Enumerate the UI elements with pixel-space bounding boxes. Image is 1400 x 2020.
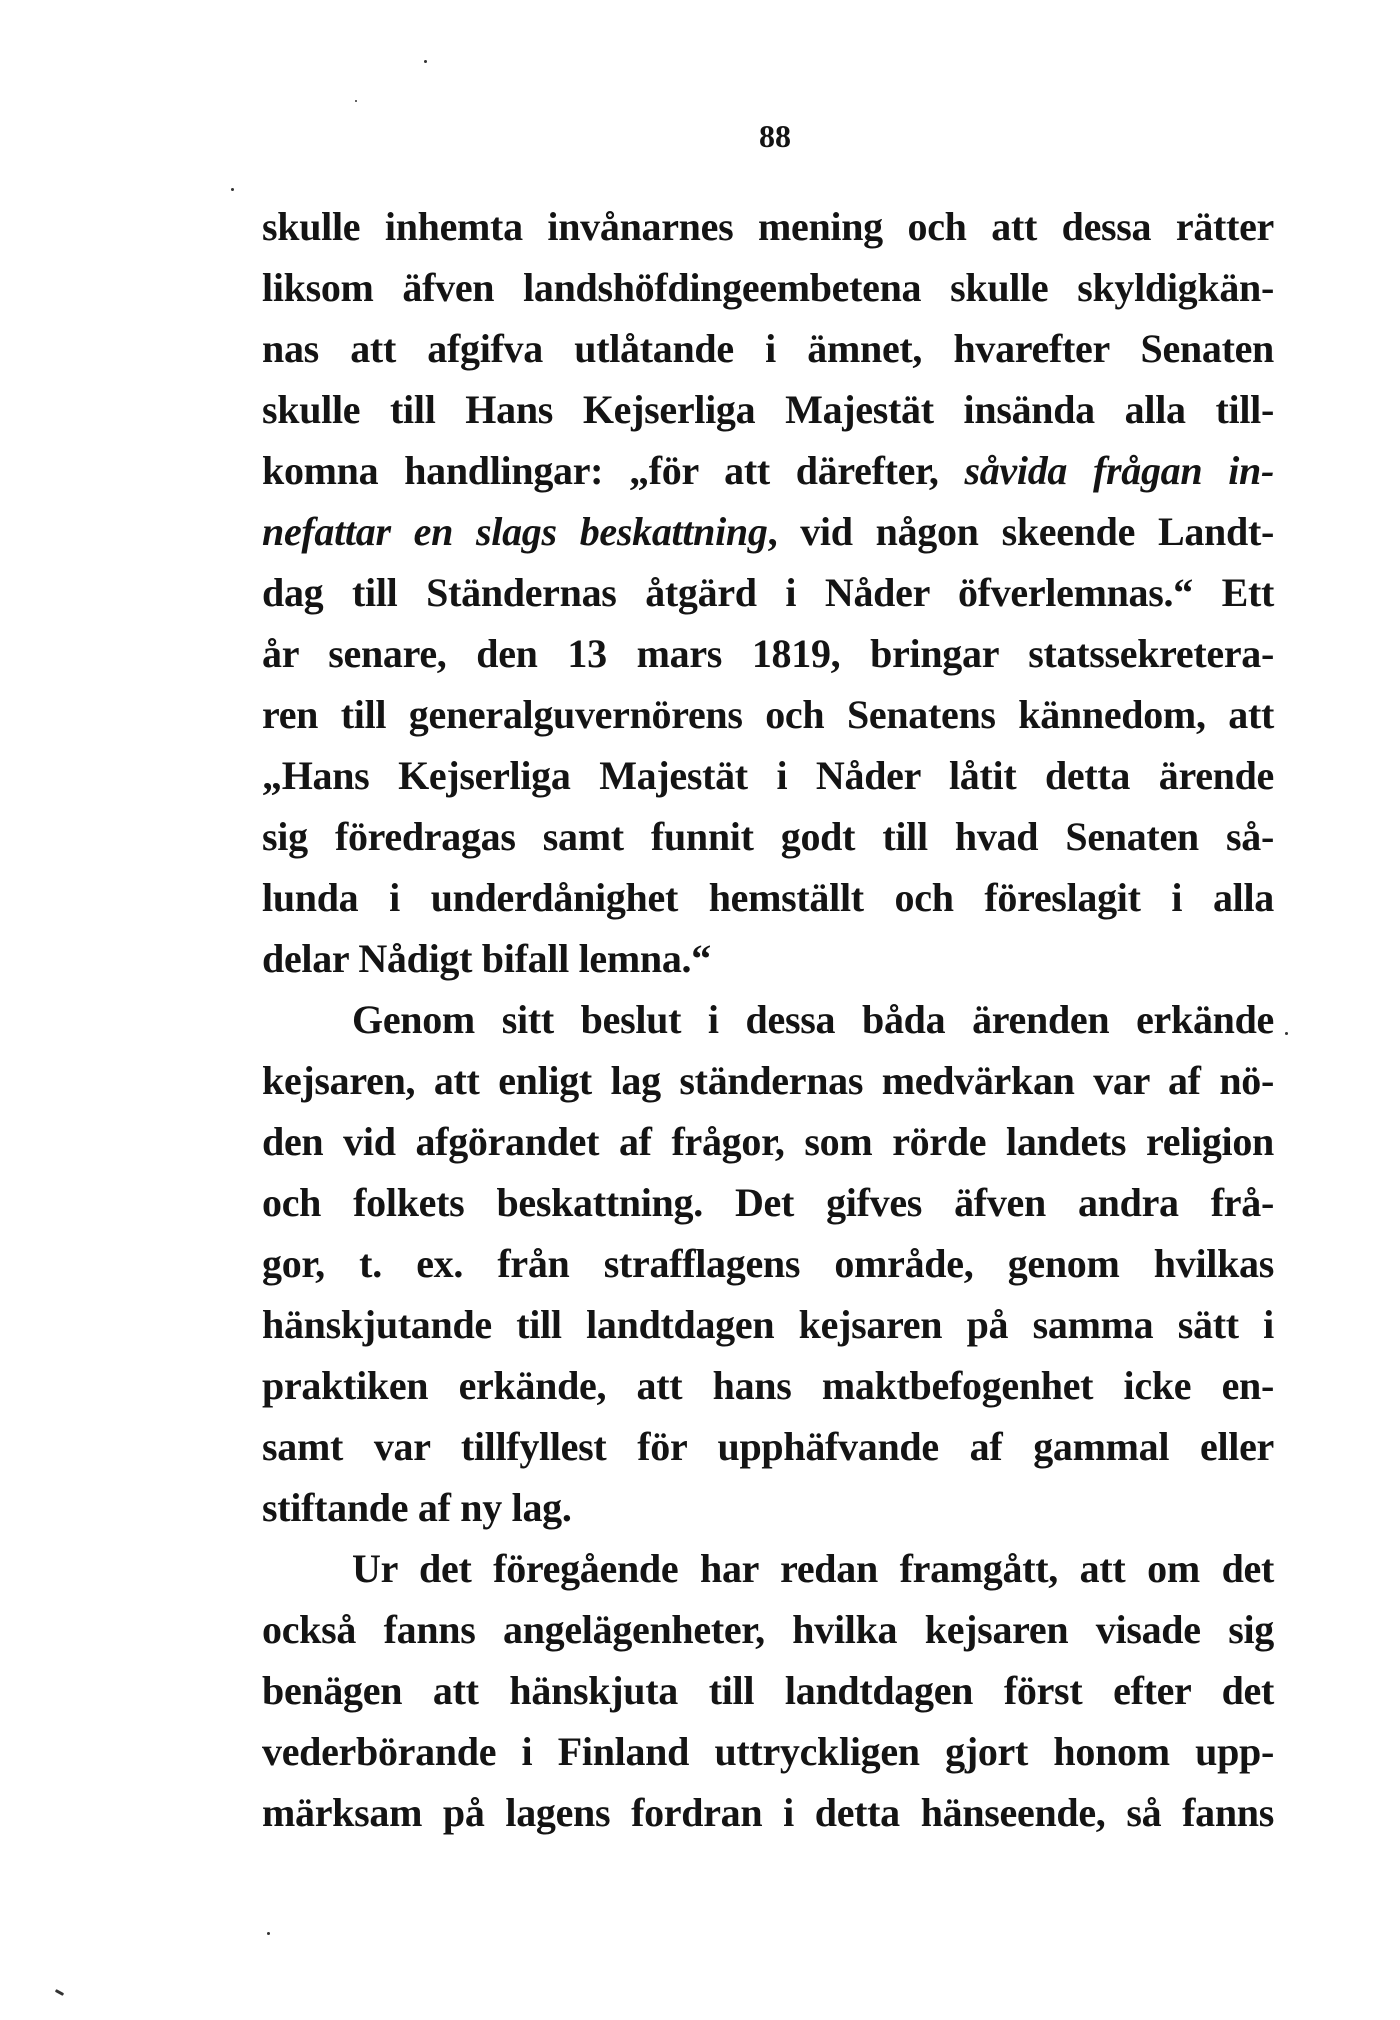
emphasized-text: såvida frågan in- — [964, 448, 1274, 493]
text-line: vederbörande i Finland uttryckligen gjort honom upp- — [262, 1729, 1274, 1774]
text-line: samt var tillfyllest för upphäfvande af gammal eller — [262, 1424, 1274, 1469]
text-line: praktiken erkände, att hans maktbefogenhet icke en- — [262, 1363, 1274, 1408]
text-line: Genom sitt beslut i dessa båda ärenden erkände — [352, 997, 1274, 1042]
text-line: Ur det föregående har redan framgått, att om det — [352, 1546, 1274, 1591]
paragraph — [262, 1538, 1274, 1843]
text-line: skulle till Hans Kejserliga Majestät insända alla till- — [262, 387, 1274, 432]
scan-speck — [1285, 1032, 1288, 1035]
text-line: „Hans Kejserliga Majestät i Nåder låtit detta ärende — [262, 753, 1274, 798]
scan-speck — [355, 100, 357, 102]
text-line: märksam på lagens fordran i detta hänseende, så fanns — [262, 1790, 1274, 1835]
emphasized-text: nefattar en slags beskattning — [262, 509, 768, 554]
text-line — [262, 501, 1274, 562]
text-line: stiftande af ny lag. — [262, 1485, 572, 1530]
text-segment: , vid någon skeende Landt- — [767, 509, 1274, 554]
body-text — [262, 196, 1274, 1843]
text-line: benägen att hänskjuta till landtdagen först efter det — [262, 1668, 1274, 1713]
text-line — [262, 440, 1274, 501]
text-line: ren till generalguvernörens och Senatens kännedom, att — [262, 692, 1274, 737]
text-line: gor, t. ex. från strafflagens område, genom hvilkas — [262, 1241, 1274, 1286]
text-line: skulle inhemta invånarnes mening och att dessa rätter — [262, 204, 1274, 249]
text-line: hänskjutande till landtdagen kejsaren på samma sätt i — [262, 1302, 1274, 1347]
text-line: den vid afgörandet af frågor, som rörde landets religion — [262, 1119, 1274, 1164]
text-line: också fanns angelägenheter, hvilka kejsaren visade sig — [262, 1607, 1274, 1652]
text-segment: komna handlingar: „för att därefter, — [262, 448, 965, 493]
text-line: år senare, den 13 mars 1819, bringar statssekretera- — [262, 631, 1274, 676]
text-line: delar Nådigt bifall lemna.“ — [262, 936, 711, 981]
text-line: lunda i underdånighet hemställt och föreslagit i alla — [262, 875, 1274, 920]
scan-speck — [267, 1932, 270, 1935]
text-line: kejsaren, att enligt lag ständernas medvärkan var af nö- — [262, 1058, 1274, 1103]
scan-speck — [55, 1989, 64, 1996]
scan-speck — [424, 60, 427, 63]
scan-speck — [231, 188, 234, 191]
text-line: liksom äfven landshöfdingeembetena skulle skyldigkän- — [262, 265, 1274, 310]
text-line: sig föredragas samt funnit godt till hvad Senaten så- — [262, 814, 1274, 859]
text-line: nas att afgifva utlåtande i ämnet, hvarefter Senaten — [262, 326, 1274, 371]
paragraph — [262, 196, 1274, 989]
text-line: dag till Ständernas åtgärd i Nåder öfverlemnas.“ Ett — [262, 570, 1274, 615]
text-line: och folkets beskattning. Det gifves äfven andra frå- — [262, 1180, 1274, 1225]
paragraph — [262, 989, 1274, 1538]
page-number: 88 — [759, 118, 791, 154]
